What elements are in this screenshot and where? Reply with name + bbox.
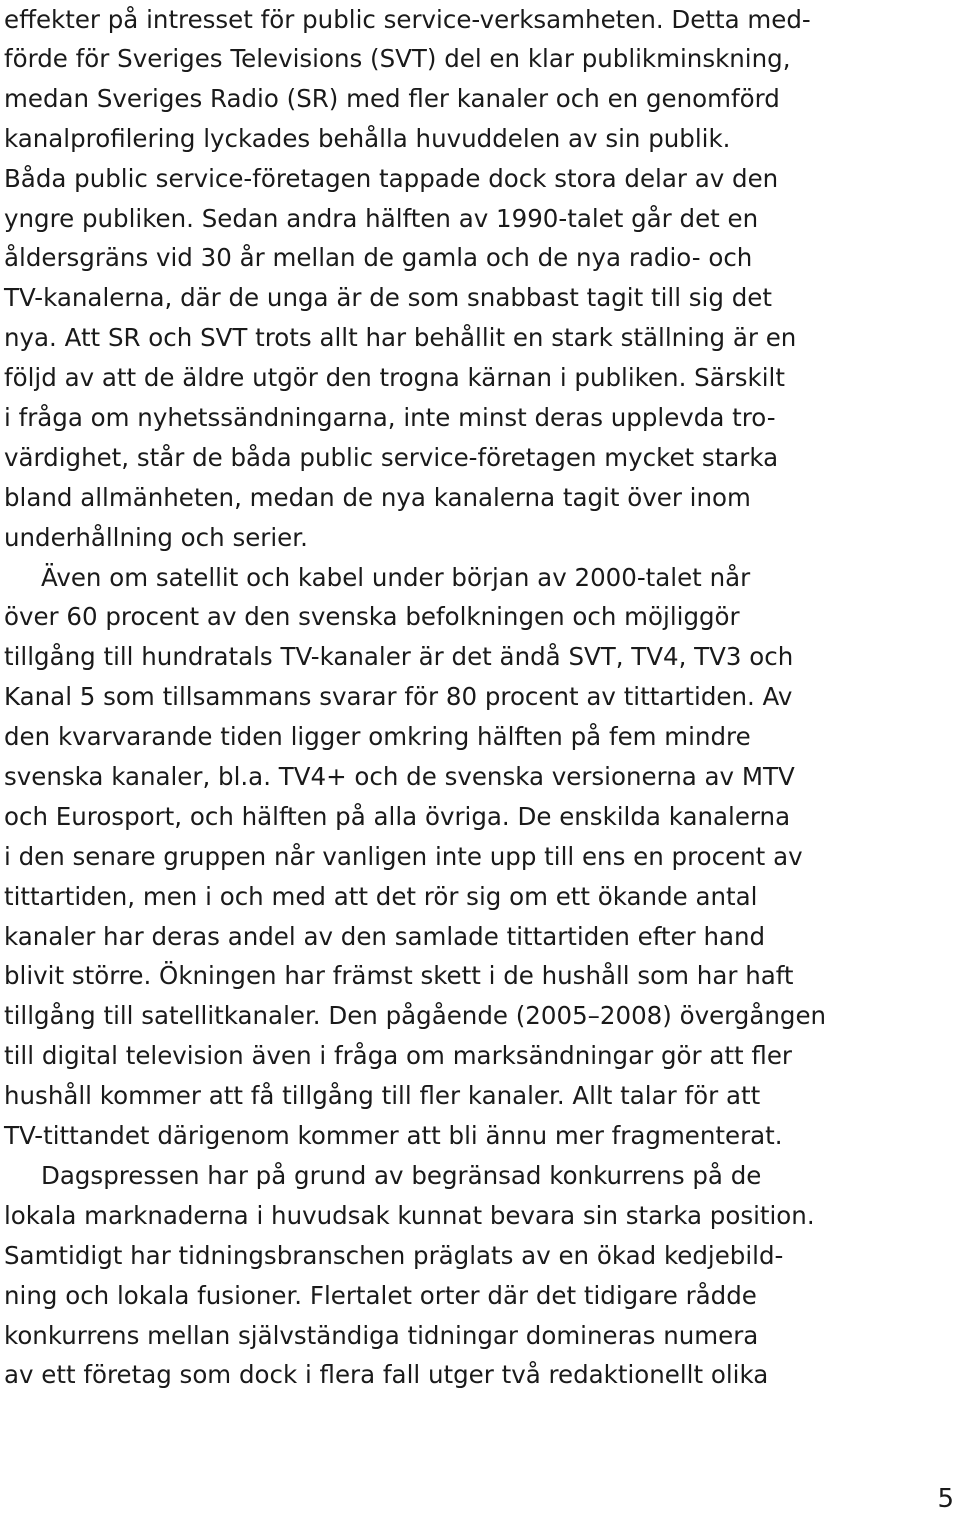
document-page — [4, 0, 956, 1395]
text-line: lokala marknaderna i huvudsak kunnat bevara sin starka position. — [4, 1200, 815, 1230]
text-line: i den senare gruppen når vanligen inte upp till ens en procent av — [4, 841, 803, 871]
text-line: och Eurosport, och hälften på alla övriga. De enskilda kanalerna — [4, 801, 791, 831]
text-line: Samtidigt har tidningsbranschen präglats av en ökad kedjebild- — [4, 1240, 784, 1270]
text-line: värdighet, står de båda public service-företagen mycket starka — [4, 442, 779, 472]
text-line: medan Sveriges Radio (SR) med fler kanaler och en genomförd — [4, 83, 780, 113]
text-line: förde för Sveriges Televisions (SVT) del en klar publikminskning, — [4, 44, 791, 73]
text-line: nya. Att SR och SVT trots allt har behållit en stark ställning är en — [4, 323, 797, 353]
text-line: effekter på intresset för public service-verksamheten. Detta med- — [4, 5, 811, 34]
paragraph-1 — [4, 0, 956, 558]
text-line: åldersgräns vid 30 år mellan de gamla och de nya radio- och — [4, 243, 753, 273]
text-line: tillgång till hundratals TV-kanaler är det ändå SVT, TV4, TV3 och — [4, 642, 794, 672]
text-line: blivit större. Ökningen har främst skett i de hushåll som har haft — [4, 961, 794, 991]
text-line: i fråga om nyhetssändningarna, inte minst deras upplevda tro- — [4, 403, 776, 433]
page-number: 5 — [937, 1484, 954, 1514]
text-line: underhållning och serier. — [4, 522, 308, 552]
text-line: till digital television även i fråga om marksändningar gör att fler — [4, 1041, 792, 1071]
text-line: konkurrens mellan självständiga tidningar domineras numera — [4, 1320, 759, 1350]
text-line: den kvarvarande tiden ligger omkring hälften på fem mindre — [4, 722, 751, 752]
text-line: över 60 procent av den svenska befolkningen och möjliggör — [4, 602, 740, 632]
text-line: kanalprofilering lyckades behålla huvuddelen av sin publik. — [4, 123, 731, 153]
text-line: hushåll kommer att få tillgång till fler kanaler. Allt talar för att — [4, 1081, 761, 1111]
text-line: TV-kanalerna, där de unga är de som snabbast tagit till sig det — [4, 283, 772, 313]
text-line: följd av att de äldre utgör den trogna kärnan i publiken. Särskilt — [4, 363, 785, 393]
text-line: av ett företag som dock i flera fall utger två redaktionellt olika — [4, 1360, 769, 1390]
text-line: bland allmänheten, medan de nya kanalerna tagit över inom — [4, 482, 751, 512]
text-line: tittartiden, men i och med att det rör sig om ett ökande antal — [4, 881, 758, 911]
text-line: ning och lokala fusioner. Flertalet orter där det tidigare rådde — [4, 1280, 757, 1310]
text-line: yngre publiken. Sedan andra hälften av 1990-talet går det en — [4, 203, 759, 233]
text-line: Även om satellit och kabel under början av 2000-talet når — [41, 562, 751, 592]
text-line: kanaler har deras andel av den samlade tittartiden efter hand — [4, 921, 766, 951]
text-line: svenska kanaler, bl.a. TV4+ och de svenska versionerna av MTV — [4, 762, 795, 792]
text-line: Dagspressen har på grund av begränsad konkurrens på de — [41, 1160, 762, 1190]
text-line: tillgång till satellitkanaler. Den pågående (2005–2008) övergången — [4, 1001, 827, 1031]
text-line: Kanal 5 som tillsammans svarar för 80 procent av tittartiden. Av — [4, 682, 793, 712]
text-line: Båda public service-företagen tappade dock stora delar av den — [4, 163, 779, 193]
paragraph-2 — [4, 558, 956, 1156]
paragraph-3 — [4, 1156, 956, 1395]
text-line: TV-tittandet därigenom kommer att bli ännu mer fragmenterat. — [4, 1121, 783, 1151]
